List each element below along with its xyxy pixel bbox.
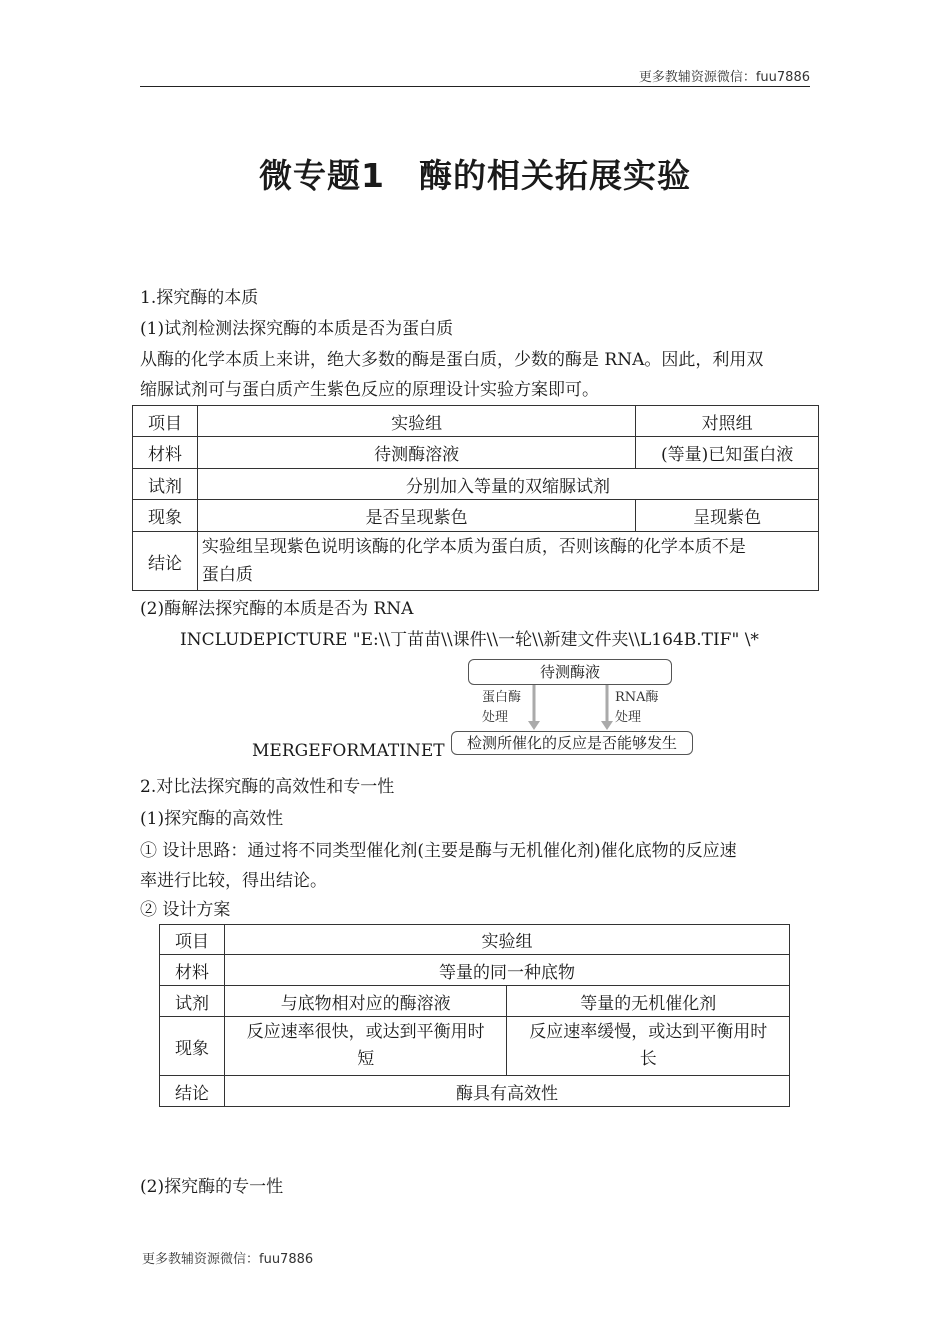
table2-phen-a-line1: 反应速率很快，或达到平衡用时 (246, 1022, 485, 1042)
page-title: 微专题1 酶的相关拓展实验 (259, 156, 691, 195)
table2-phenomenon-inorganic (507, 1017, 790, 1076)
flow-top-box: 待测酶液 (468, 659, 672, 685)
section2-idea-line2: 率进行比较，得出结论。 (140, 871, 327, 891)
section2-idea-line1: ① 设计思路：通过将不同类型催化剂(主要是酶与无机催化剂)催化底物的反应速 (140, 841, 737, 861)
flow-bottom-box: 检测所催化的反应是否能够发生 (451, 731, 693, 755)
flow-right-label-1: RNA酶 (615, 690, 659, 705)
section1-sub1: (1)试剂检测法探究酶的本质是否为蛋白质 (140, 319, 454, 339)
enzyme-nature-table (132, 405, 819, 591)
table2-phen-b-line1: 反应速率缓慢，或达到平衡用时 (529, 1022, 768, 1042)
table1-phenomenon-control: 呈现紫色 (636, 500, 819, 532)
flow-left-label-2: 处理 (482, 710, 509, 725)
section2-sub2: (2)探究酶的专一性 (140, 1177, 284, 1197)
table1-materials-experiment: 待测酶溶液 (197, 437, 635, 469)
section1-sub2: (2)酶解法探究酶的本质是否为 RNA (140, 599, 414, 619)
section2-plan: ② 设计方案 (140, 900, 231, 920)
table2-phen-a-line2: 短 (357, 1049, 375, 1069)
table2-phenomenon-enzyme (224, 1017, 507, 1076)
table2-header-item: 项目 (160, 925, 225, 955)
section2-heading: 2.对比法探究酶的高效性和专一性 (140, 777, 395, 797)
table2-reagent-label: 试剂 (160, 986, 225, 1017)
table2-reagent-inorganic: 等量的无机催化剂 (507, 986, 790, 1017)
flow-left-label-1: 蛋白酶 (482, 690, 522, 705)
header-divider (140, 86, 810, 87)
footer-watermark: 更多教辅资源微信：fuu7886 (142, 1252, 314, 1267)
table1-reagent-value: 分别加入等量的双缩脲试剂 (197, 469, 818, 500)
table1-header-experiment: 实验组 (197, 406, 635, 437)
section1-heading: 1.探究酶的本质 (140, 288, 259, 308)
table1-conclusion-value (197, 532, 818, 591)
header-watermark: 更多教辅资源微信：fuu7886 (638, 70, 810, 85)
table2-materials-value: 等量的同一种底物 (224, 955, 789, 986)
table1-phenomenon-experiment: 是否呈现紫色 (197, 500, 635, 532)
table1-materials-label: 材料 (133, 437, 198, 469)
section2-sub1: (1)探究酶的高效性 (140, 809, 284, 829)
table2-phenomenon-label: 现象 (160, 1017, 225, 1076)
table1-header-item: 项目 (133, 406, 198, 437)
includepicture-field-code: INCLUDEPICTURE "E:\\丁苗苗\\课件\\一轮\\新建文件夹\\L164B.TIF" \* (180, 630, 759, 650)
table1-header-control: 对照组 (636, 406, 819, 437)
efficiency-table (159, 924, 790, 1107)
table1-conclusion-line1: 实验组呈现紫色说明该酶的化学本质为蛋白质，否则该酶的化学本质不是 (201, 537, 746, 557)
table2-conclusion-value: 酶具有高效性 (224, 1076, 789, 1107)
table2-conclusion-label: 结论 (160, 1076, 225, 1107)
section1-para-line1: 从酶的化学本质上来讲，绝大多数的酶是蛋白质，少数的酶是 RNA。因此，利用双 (140, 350, 764, 370)
table1-conclusion-line2: 蛋白质 (201, 565, 253, 585)
table2-materials-label: 材料 (160, 955, 225, 986)
table2-phen-b-line2: 长 (639, 1049, 657, 1069)
table2-header-experiment: 实验组 (224, 925, 789, 955)
table2-reagent-enzyme: 与底物相对应的酶溶液 (224, 986, 507, 1017)
flow-arrows (440, 683, 700, 733)
table1-conclusion-label: 结论 (133, 532, 198, 591)
flow-right-label-2: 处理 (615, 710, 642, 725)
section1-para-line2: 缩脲试剂可与蛋白质产生紫色反应的原理设计实验方案即可。 (140, 380, 599, 400)
table1-phenomenon-label: 现象 (133, 500, 198, 532)
table1-reagent-label: 试剂 (133, 469, 198, 500)
mergeformat-field-code: MERGEFORMATINET (252, 741, 445, 761)
table1-materials-control: (等量)已知蛋白液 (636, 437, 819, 469)
